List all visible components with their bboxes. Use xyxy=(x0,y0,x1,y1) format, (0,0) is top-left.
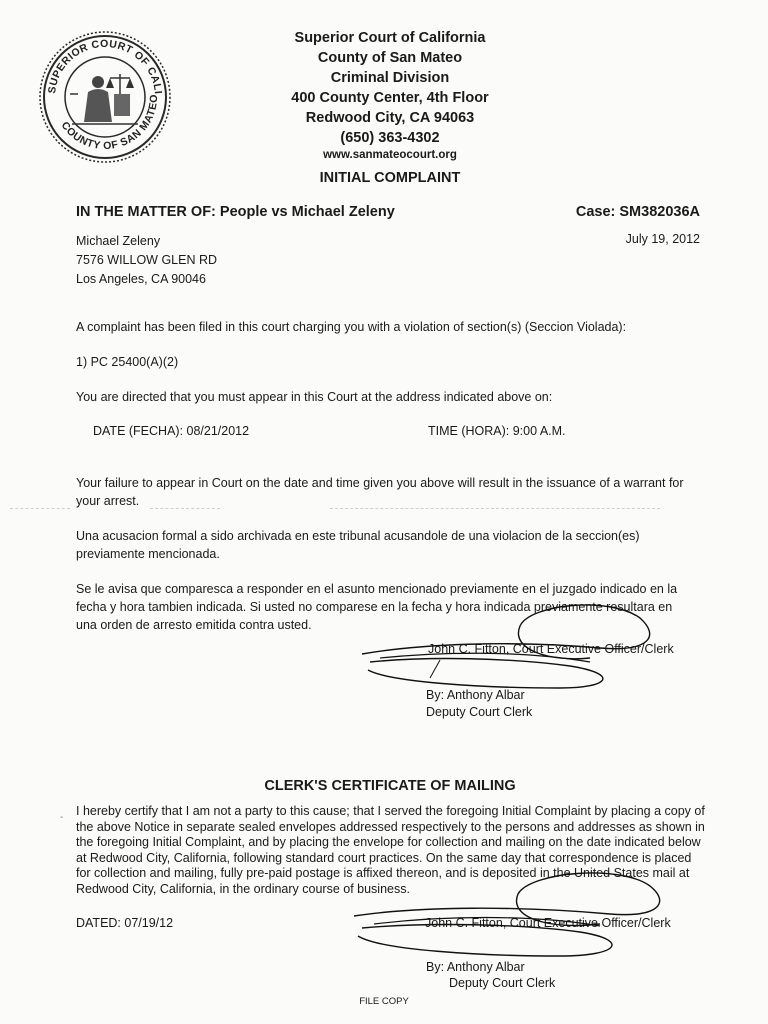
defendant-address xyxy=(76,232,217,289)
complaint-text: A complaint has been filed in this court charging you with a violation of section(s) (Seccion Violada): xyxy=(76,320,627,334)
svg-text:SUPERIOR COURT OF CALIFORNIA: SUPERIOR COURT OF CALIFORNIA xyxy=(33,21,164,95)
defendant-name: Michael Zeleny xyxy=(76,234,161,248)
svg-text:COUNTY OF SAN MATEO: COUNTY OF SAN MATEO xyxy=(58,93,161,153)
spanish-notice-2: Se le avisa que comparesca a responder en el asunto mencionado previamente en el juzgado indicado en la fecha y hora tambien indicada. Si usted no comparese en la fecha y hora indicada previamente resultara en una orden de arresto emitida contra usted. xyxy=(76,582,678,632)
signature-officer-2: John C. Fitton, Court Executive Officer/Clerk xyxy=(425,916,671,930)
signature-by-2: By: Anthony Albar xyxy=(426,960,525,974)
court-division: Criminal Division xyxy=(330,70,450,86)
scan-artifact-line xyxy=(10,508,70,509)
dated: DATED: 07/19/12 xyxy=(76,916,174,930)
certificate-text: I hereby certify that I am not a party to this cause; that I served the foregoing Initial Complaint by placing a copy of the above Notice in separate sealed envelopes addressed respectively to the persons and addresses as shown in the foregoing Initial Complaint, and by placing the envelope for collection and mailing on the date indicated below at Redwood City, California, following standard court practices. On the same day that correspondence is placed for collection and mailing, fully pre-paid postage is affixed thereon, and is deposited in the United States mail at Redwood City, California, in the ordinary course of business. xyxy=(76,804,705,896)
certificate-title: CLERK'S CERTIFICATE OF MAILING xyxy=(264,778,516,794)
handwritten-signature-icon xyxy=(350,866,680,966)
scan-artifact-line xyxy=(330,508,660,509)
directed-text: You are directed that you must appear in this Court at the address indicated above on: xyxy=(76,390,553,404)
court-website: www.sanmateocourt.org xyxy=(323,149,457,161)
defendant-city: Los Angeles, CA 90046 xyxy=(76,272,206,286)
court-header xyxy=(220,28,560,162)
court-seal-icon xyxy=(33,21,172,164)
appearance-date: DATE (FECHA): 08/21/2012 xyxy=(93,424,250,438)
court-address-2: Redwood City, CA 94063 xyxy=(305,110,475,126)
file-copy-label: FILE COPY xyxy=(359,996,409,1007)
court-name: Superior Court of California xyxy=(294,30,486,46)
document-title: INITIAL COMPLAINT xyxy=(319,170,461,186)
court-phone: (650) 363-4302 xyxy=(340,130,440,146)
scan-artifact-line xyxy=(150,508,220,509)
violation-code: 1) PC 25400(A)(2) xyxy=(76,355,179,369)
matter-heading: IN THE MATTER OF: People vs Michael Zeleny xyxy=(76,204,395,220)
case-number: Case: SM382036A xyxy=(575,204,700,220)
signature-by-1: By: Anthony Albar xyxy=(426,688,525,702)
spanish-notice-1: Una acusacion formal a sido archivada en este tribunal acusandole de una violacion de la seccion(es) previamente mencionada. xyxy=(76,529,640,561)
court-county: County of San Mateo xyxy=(317,50,463,66)
document-date: July 19, 2012 xyxy=(625,232,700,246)
appearance-time: TIME (HORA): 9:00 A.M. xyxy=(428,424,566,438)
defendant-street: 7576 WILLOW GLEN RD xyxy=(76,253,218,267)
signature-title-2: Deputy Court Clerk xyxy=(449,976,556,990)
handwritten-signature-icon xyxy=(360,596,670,696)
failure-text: Your failure to appear in Court on the date and time given you above will result in the issuance of a warrant for your arrest. xyxy=(76,476,684,508)
court-address-1: 400 County Center, 4th Floor xyxy=(291,90,489,106)
signature-officer-1: John C. Fitton, Court Executive Officer/Clerk xyxy=(428,642,674,656)
signature-title-1: Deputy Court Clerk xyxy=(426,705,533,719)
margin-dash: - xyxy=(60,812,64,823)
